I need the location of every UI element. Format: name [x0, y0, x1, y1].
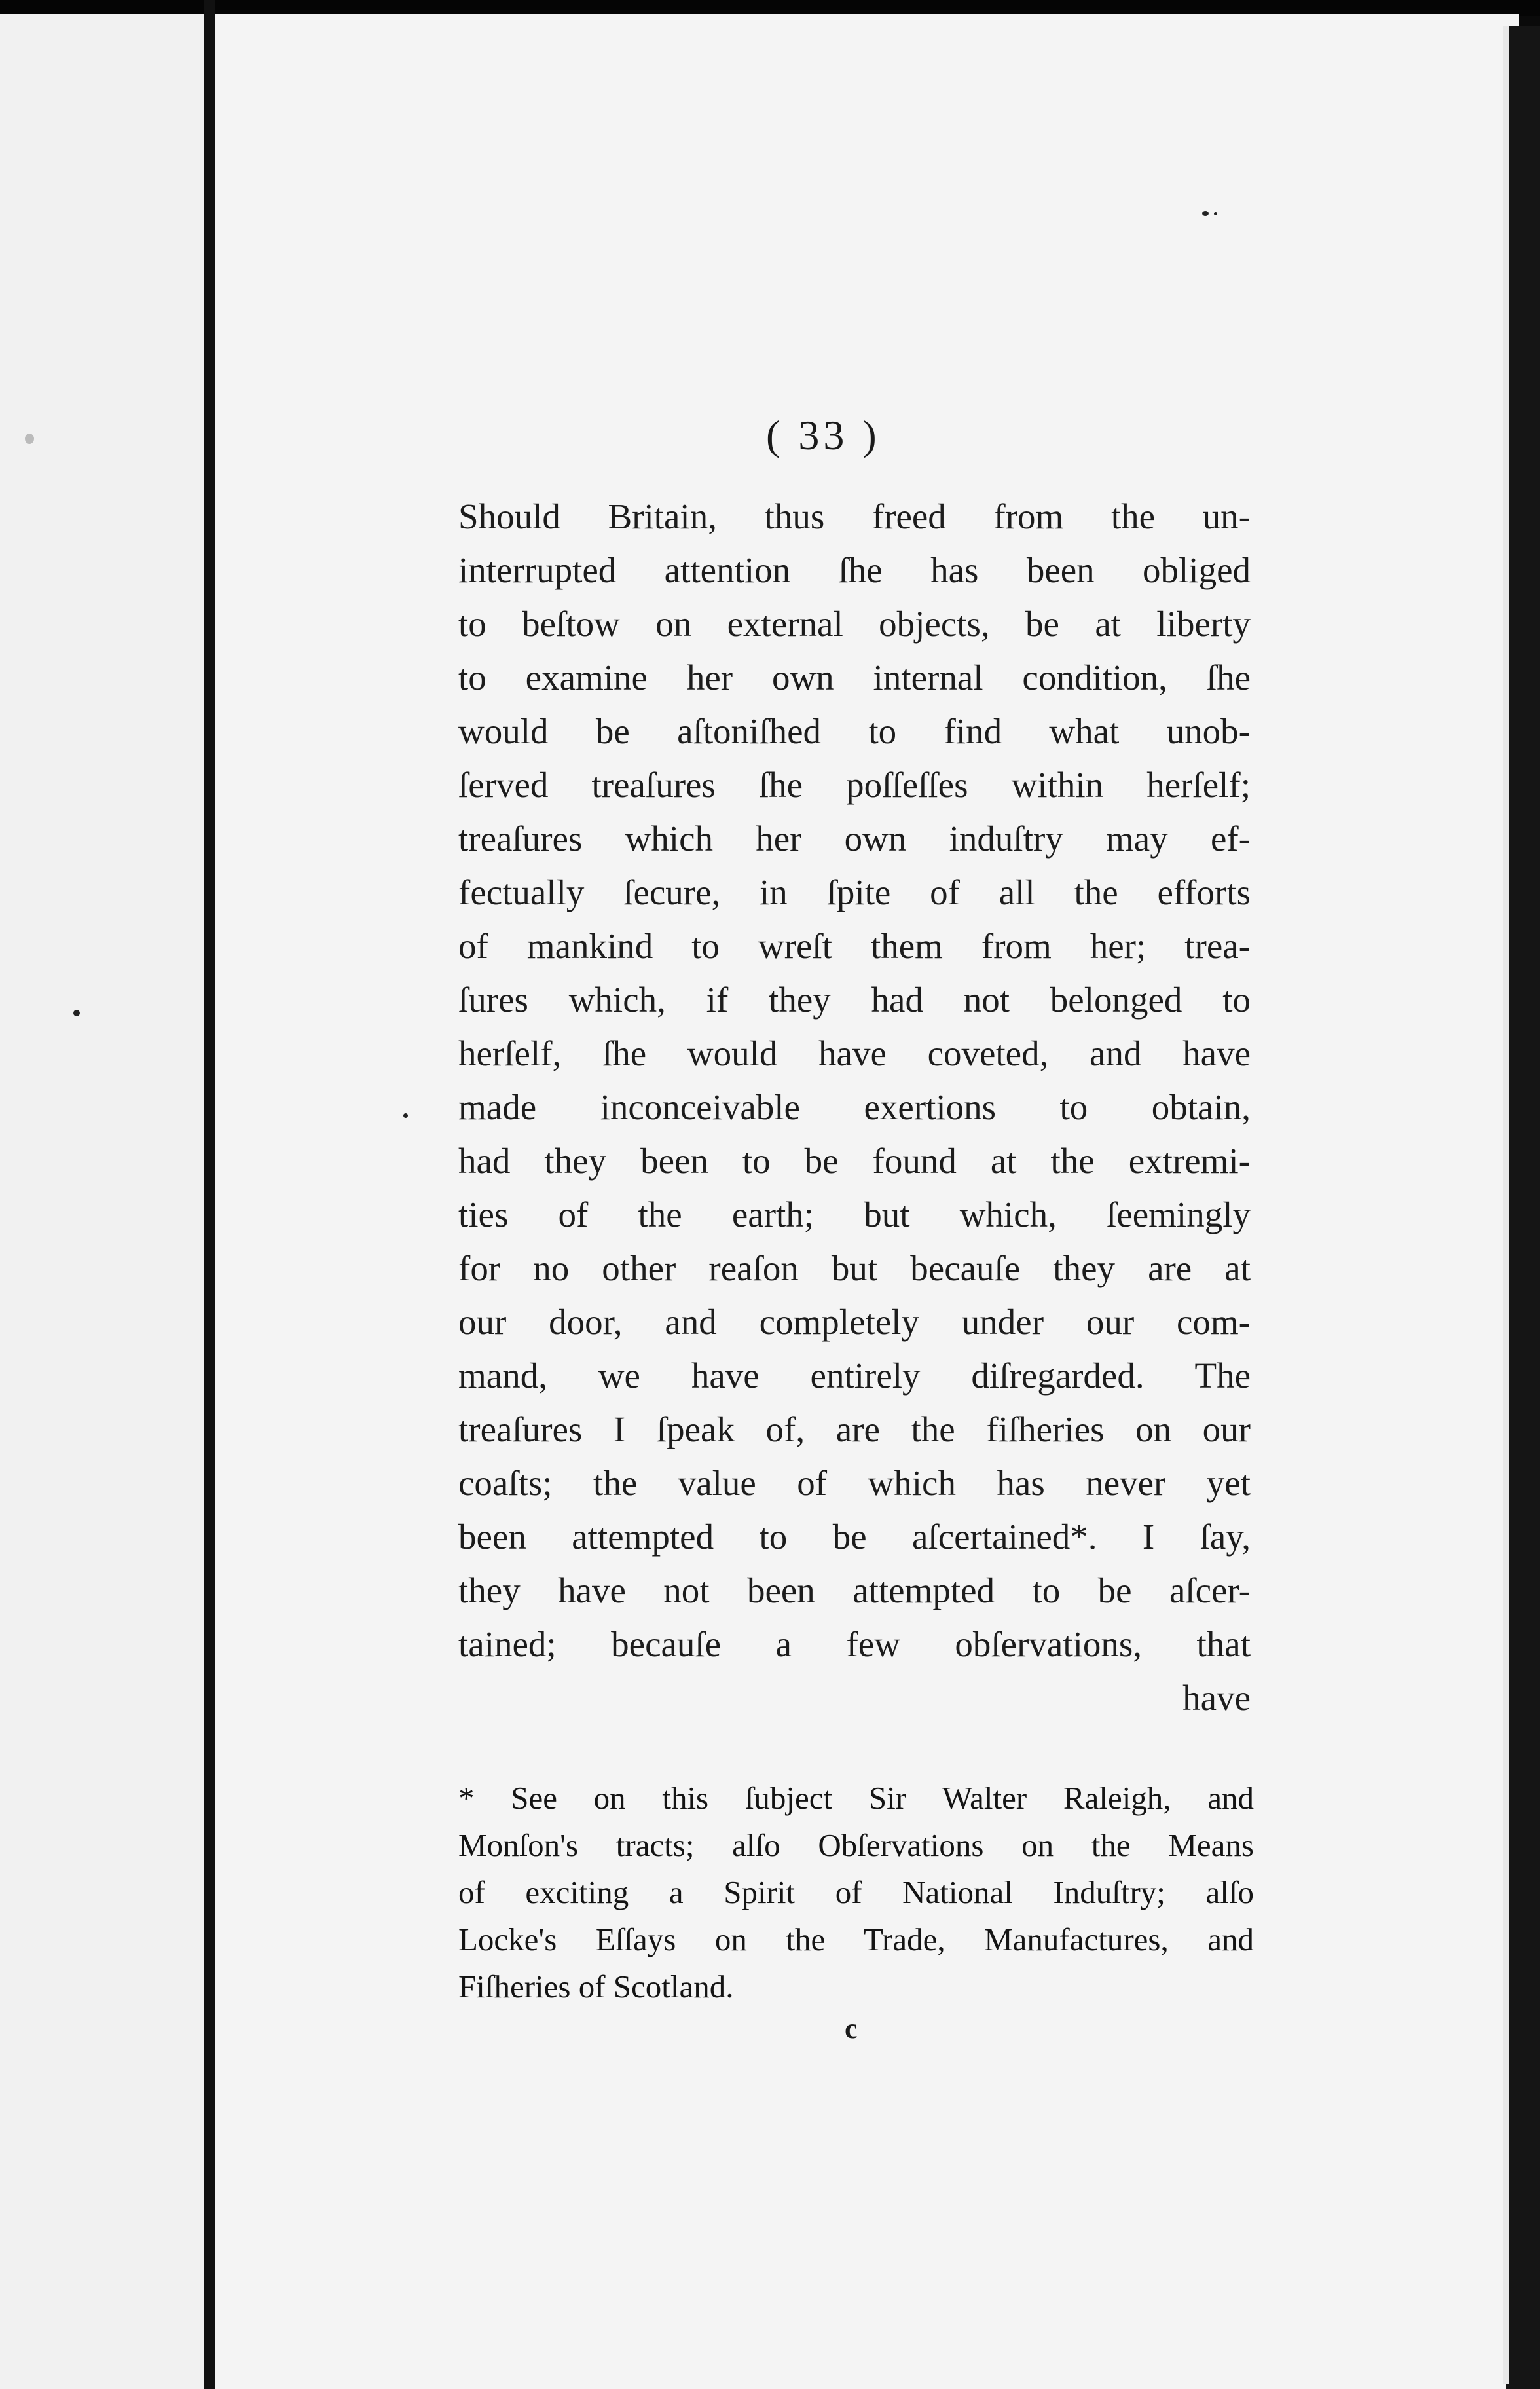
- catchword: have: [1182, 1678, 1251, 1718]
- text-line: ſures which, if they had not belonged to: [458, 980, 1251, 1020]
- text-line: ties of the earth; but which, ſeemingly: [458, 1194, 1251, 1234]
- page-speck: [1202, 211, 1209, 216]
- text-line: fectually ſecure, in ſpite of all the efforts: [458, 872, 1251, 912]
- text-line: herſelf, ſhe would have coveted, and have: [458, 1033, 1251, 1073]
- footnote-line: of exciting a Spirit of National Induſtry; alſo: [458, 1874, 1254, 1910]
- text-line: would be aſtoniſhed to find what unob-: [458, 711, 1251, 751]
- text-line: for no other reaſon but becauſe they are at: [458, 1248, 1251, 1288]
- text-line: treaſures which her own induſtry may ef-: [458, 819, 1251, 859]
- scan-top-border: [0, 0, 1540, 16]
- footnote-line: Fiſheries of Scotland.: [458, 1969, 734, 2005]
- left-page-blank: [0, 14, 204, 2389]
- footnote-line: Locke's Eſſays on the Trade, Manufactures, and: [458, 1921, 1254, 1957]
- text-line: they have not been attempted to be aſcer-: [458, 1570, 1251, 1610]
- text-line: ſerved treaſures ſhe poſſeſſes within herſelf;: [458, 765, 1251, 805]
- text-line: to beſtow on external objects, be at liberty: [458, 604, 1251, 644]
- book-gutter: [204, 0, 215, 2389]
- scan-right-border: [1506, 26, 1540, 2389]
- signature-mark: c: [845, 2012, 858, 2045]
- text-line: to examine her own internal condition, ſhe: [458, 657, 1251, 697]
- footnote-line: * See on this ſubject Sir Walter Raleigh, and: [458, 1780, 1254, 1816]
- left-page-speck: [25, 434, 34, 444]
- text-line: treaſures I ſpeak of, are the fiſheries on our: [458, 1409, 1251, 1449]
- text-line: been attempted to be aſcertained*. I ſay,: [458, 1517, 1251, 1557]
- text-line: mand, we have entirely diſregarded. The: [458, 1356, 1251, 1396]
- text-line: tained; becauſe a few obſervations, that: [458, 1624, 1251, 1664]
- page-number: ( 33 ): [766, 412, 881, 458]
- text-line: had they been to be found at the extremi-: [458, 1141, 1251, 1181]
- text-line: coaſts; the value of which has never yet: [458, 1463, 1251, 1503]
- text-line: made inconceivable exertions to obtain,: [458, 1087, 1251, 1127]
- footnote-line: Monſon's tracts; alſo Obſervations on the Means: [458, 1827, 1254, 1863]
- text-line: of mankind to wreſt them from her; trea-: [458, 926, 1251, 966]
- left-page-speck: [73, 1010, 80, 1016]
- text-line: interrupted attention ſhe has been obliged: [458, 550, 1251, 590]
- text-line: our door, and completely under our com-: [458, 1302, 1251, 1342]
- page-speck: [1214, 212, 1217, 215]
- page-speck: [403, 1113, 408, 1118]
- page-edge: [1503, 26, 1509, 2384]
- text-line: Should Britain, thus freed from the un-: [458, 496, 1251, 536]
